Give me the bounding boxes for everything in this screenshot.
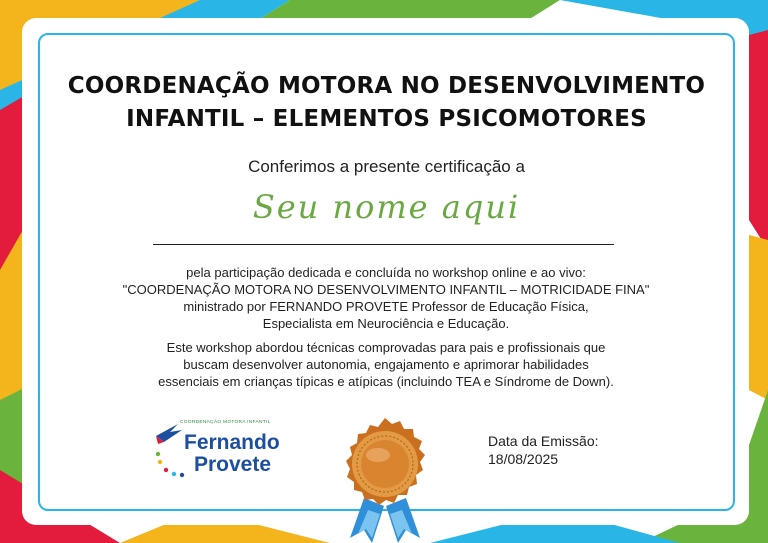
para1-line: ministrado por FERNANDO PROVETE Professor de Educação Física,	[183, 299, 589, 314]
para1-line: pela participação dedicada e concluída no workshop online e ao vivo:	[186, 265, 586, 280]
confirmation-text: Conferimos a presente certificação a	[248, 157, 525, 176]
title-line-1: COORDENAÇÃO MOTORA NO DESENVOLVIMENTO	[67, 73, 706, 99]
award-medal-icon	[324, 414, 446, 543]
logo-name-line-2: Provete	[194, 453, 272, 476]
para1-line: Especialista em Neurociência e Educação.	[262, 316, 510, 331]
certificate-title	[38, 70, 735, 136]
para2-line: essenciais em crianças típicas e atípicas (incluindo TEA e Síndrome de Down).	[158, 374, 614, 389]
issue-date-label: Data da Emissão:	[488, 433, 599, 449]
issue-date-block	[488, 432, 599, 468]
para1-line: "COORDENAÇÃO MOTORA NO DESENVOLVIMENTO INFANTIL – MOTRICIDADE FINA"	[122, 282, 650, 297]
signature-line	[153, 244, 614, 245]
fernando-provete-logo	[150, 418, 290, 482]
para2-line: Este workshop abordou técnicas comprovadas para pais e profissionais que	[166, 340, 606, 355]
para2-line: buscam desenvolver autonomia, engajamento e aprimorar habilidades	[183, 357, 589, 372]
recipient-name-placeholder: Seu nome aqui	[252, 188, 521, 226]
logo-name-line-1: Fernando	[184, 431, 280, 454]
logo-tagline: COORDENAÇÃO MOTORA INFANTIL	[180, 420, 271, 425]
participation-paragraph	[90, 264, 682, 332]
workshop-description-paragraph	[90, 339, 682, 390]
issue-date-value: 18/08/2025	[488, 451, 559, 467]
title-line-2: INFANTIL – ELEMENTOS PSICOMOTORES	[126, 106, 647, 132]
